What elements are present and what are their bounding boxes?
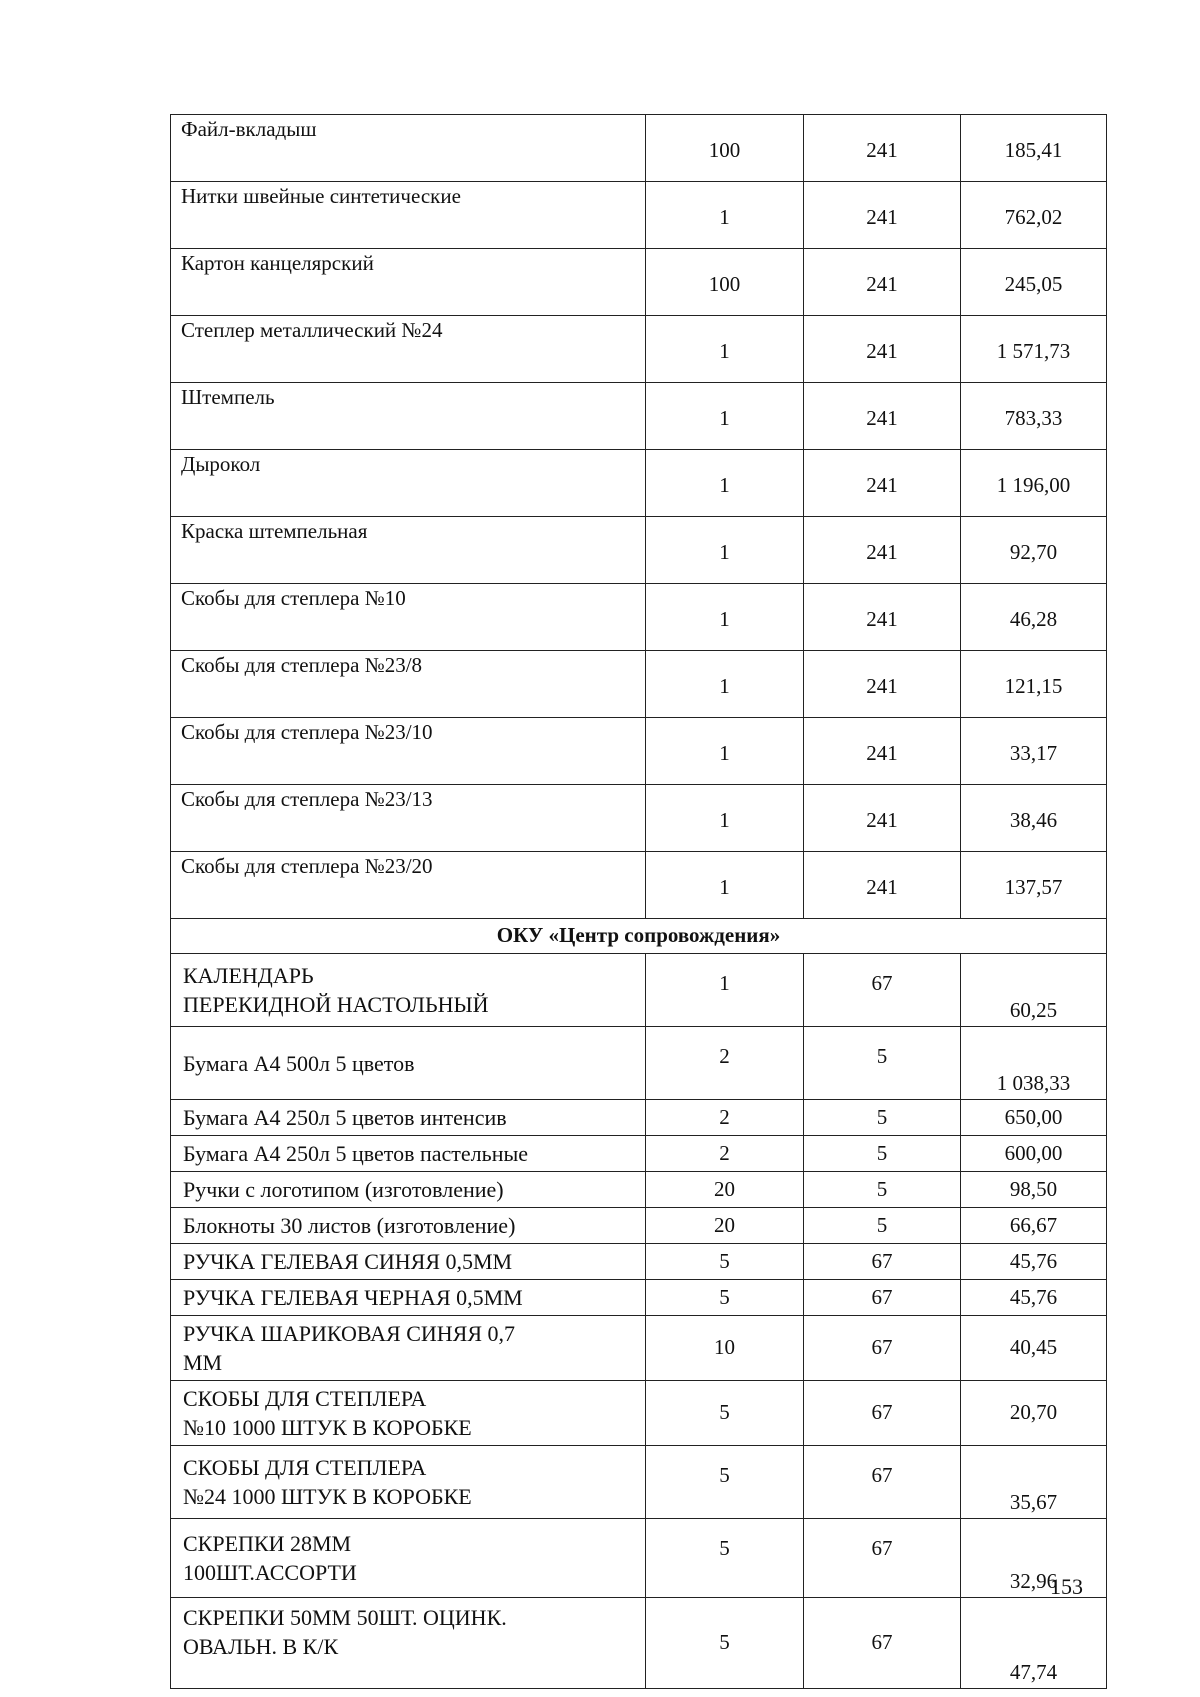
item-price: 47,74	[961, 1598, 1107, 1689]
table-row	[171, 383, 1107, 450]
table-row	[171, 1316, 1107, 1381]
item-code: 67	[804, 1280, 961, 1316]
item-qty: 1	[646, 450, 804, 517]
table-row	[171, 852, 1107, 919]
item-price: 46,28	[961, 584, 1107, 651]
item-code: 241	[804, 785, 961, 852]
item-code: 241	[804, 517, 961, 584]
table-row	[171, 718, 1107, 785]
item-code: 67	[804, 1519, 961, 1598]
item-name: СКОБЫ ДЛЯ СТЕПЛЕРА №24 1000 ШТУК В КОРОБКЕ	[171, 1446, 646, 1519]
item-price: 98,50	[961, 1172, 1107, 1208]
item-code: 5	[804, 1100, 961, 1136]
table-row	[171, 1027, 1107, 1100]
item-price: 20,70	[961, 1381, 1107, 1446]
table-row	[171, 785, 1107, 852]
item-code: 241	[804, 450, 961, 517]
item-price: 45,76	[961, 1280, 1107, 1316]
table-row	[171, 651, 1107, 718]
table-row	[171, 316, 1107, 383]
item-price: 32,96	[961, 1519, 1107, 1598]
item-name: Бумага А4 250л 5 цветов интенсив	[171, 1100, 646, 1136]
item-name: Картон канцелярский	[171, 249, 646, 316]
item-price: 650,00	[961, 1100, 1107, 1136]
item-price: 40,45	[961, 1316, 1107, 1381]
item-qty: 1	[646, 954, 804, 1027]
item-name: Нитки швейные синтетические	[171, 182, 646, 249]
item-qty: 5	[646, 1244, 804, 1280]
item-price: 38,46	[961, 785, 1107, 852]
item-code: 241	[804, 182, 961, 249]
item-name: РУЧКА ГЕЛЕВАЯ ЧЕРНАЯ 0,5ММ	[171, 1280, 646, 1316]
item-qty: 20	[646, 1208, 804, 1244]
table-row	[171, 1100, 1107, 1136]
item-code: 241	[804, 852, 961, 919]
table-row	[171, 182, 1107, 249]
table-row	[171, 1280, 1107, 1316]
item-code: 241	[804, 718, 961, 785]
item-code: 241	[804, 584, 961, 651]
item-name: Скобы для степлера №23/13	[171, 785, 646, 852]
item-price: 33,17	[961, 718, 1107, 785]
item-qty: 5	[646, 1519, 804, 1598]
section-row	[171, 919, 1107, 954]
item-name: Бумага А4 250л 5 цветов пастельные	[171, 1136, 646, 1172]
item-qty: 1	[646, 718, 804, 785]
item-code: 241	[804, 316, 961, 383]
item-price: 92,70	[961, 517, 1107, 584]
item-code: 241	[804, 249, 961, 316]
table-row	[171, 1519, 1107, 1598]
item-qty: 5	[646, 1381, 804, 1446]
item-name: Бумага А4 500л 5 цветов	[171, 1027, 646, 1100]
item-qty: 5	[646, 1446, 804, 1519]
item-name: Дырокол	[171, 450, 646, 517]
item-code: 5	[804, 1136, 961, 1172]
table-row	[171, 584, 1107, 651]
item-name: Блокноты 30 листов (изготовление)	[171, 1208, 646, 1244]
item-name: СКОБЫ ДЛЯ СТЕПЛЕРА №10 1000 ШТУК В КОРОБКЕ	[171, 1381, 646, 1446]
table-row	[171, 954, 1107, 1027]
item-price: 1 571,73	[961, 316, 1107, 383]
item-code: 67	[804, 1598, 961, 1689]
item-price: 1 038,33	[961, 1027, 1107, 1100]
item-code: 67	[804, 1446, 961, 1519]
item-code: 67	[804, 1381, 961, 1446]
item-name: Скобы для степлера №10	[171, 584, 646, 651]
item-code: 67	[804, 954, 961, 1027]
page-number: 153	[1050, 1574, 1083, 1599]
table-row	[171, 1172, 1107, 1208]
item-price: 600,00	[961, 1136, 1107, 1172]
item-code: 5	[804, 1172, 961, 1208]
item-name: Ручки с логотипом (изготовление)	[171, 1172, 646, 1208]
item-name: Скобы для степлера №23/8	[171, 651, 646, 718]
item-qty: 1	[646, 383, 804, 450]
item-qty: 2	[646, 1027, 804, 1100]
item-qty: 2	[646, 1100, 804, 1136]
item-price: 185,41	[961, 115, 1107, 182]
item-name: РУЧКА ГЕЛЕВАЯ СИНЯЯ 0,5ММ	[171, 1244, 646, 1280]
item-qty: 1	[646, 852, 804, 919]
item-price: 121,15	[961, 651, 1107, 718]
table-row	[171, 1208, 1107, 1244]
item-code: 241	[804, 115, 961, 182]
item-price: 60,25	[961, 954, 1107, 1027]
item-qty: 1	[646, 517, 804, 584]
table-row	[171, 1136, 1107, 1172]
item-qty: 10	[646, 1316, 804, 1381]
item-qty: 5	[646, 1280, 804, 1316]
item-name: Скобы для степлера №23/10	[171, 718, 646, 785]
item-price: 783,33	[961, 383, 1107, 450]
item-qty: 100	[646, 115, 804, 182]
item-price: 762,02	[961, 182, 1107, 249]
item-code: 5	[804, 1208, 961, 1244]
item-name: РУЧКА ШАРИКОВАЯ СИНЯЯ 0,7 ММ	[171, 1316, 646, 1381]
item-qty: 20	[646, 1172, 804, 1208]
item-qty: 1	[646, 651, 804, 718]
table-row	[171, 450, 1107, 517]
table-row	[171, 115, 1107, 182]
item-qty: 1	[646, 316, 804, 383]
item-name: Штемпель	[171, 383, 646, 450]
table-row	[171, 1244, 1107, 1280]
item-name: Степлер металлический №24	[171, 316, 646, 383]
item-name: Скобы для степлера №23/20	[171, 852, 646, 919]
item-code: 67	[804, 1244, 961, 1280]
section-title: ОКУ «Центр сопровождения»	[171, 919, 1107, 954]
item-code: 5	[804, 1027, 961, 1100]
table-row	[171, 1381, 1107, 1446]
item-qty: 100	[646, 249, 804, 316]
item-price: 1 196,00	[961, 450, 1107, 517]
item-price: 137,57	[961, 852, 1107, 919]
item-name: СКРЕПКИ 50ММ 50ШТ. ОЦИНК. ОВАЛЬН. В К/К	[171, 1598, 646, 1689]
item-name: Краска штемпельная	[171, 517, 646, 584]
item-name: КАЛЕНДАРЬ ПЕРЕКИДНОЙ НАСТОЛЬНЫЙ	[171, 954, 646, 1027]
item-qty: 2	[646, 1136, 804, 1172]
item-code: 67	[804, 1316, 961, 1381]
table-row	[171, 517, 1107, 584]
item-price: 35,67	[961, 1446, 1107, 1519]
item-name: Файл-вкладыш	[171, 115, 646, 182]
table-row	[171, 249, 1107, 316]
item-code: 241	[804, 383, 961, 450]
item-price: 66,67	[961, 1208, 1107, 1244]
item-qty: 1	[646, 182, 804, 249]
item-name: СКРЕПКИ 28ММ 100ШТ.АССОРТИ	[171, 1519, 646, 1598]
item-price: 45,76	[961, 1244, 1107, 1280]
item-code: 241	[804, 651, 961, 718]
item-qty: 5	[646, 1598, 804, 1689]
supplies-table	[170, 114, 1107, 1689]
table-row	[171, 1598, 1107, 1689]
item-qty: 1	[646, 584, 804, 651]
table-row	[171, 1446, 1107, 1519]
item-price: 245,05	[961, 249, 1107, 316]
item-qty: 1	[646, 785, 804, 852]
